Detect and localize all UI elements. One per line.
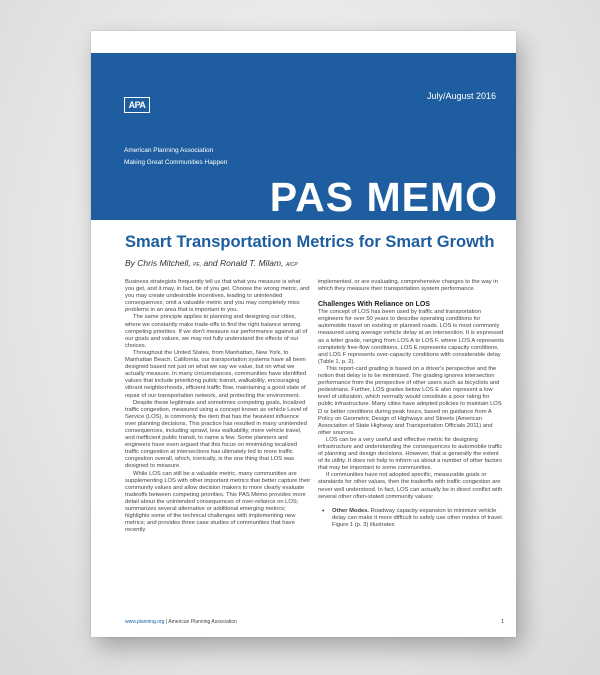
credential-pe: PE, (193, 262, 202, 268)
footer-separator: | (165, 619, 168, 625)
paragraph: LOS can be a very useful and effective metric for designing infrastructure and understanding the consequences to automobile traffic of planning and design decisions. However, that is generally the extent of its utility. It does not help to inform us about a number of other factors that may be important to some communities. (318, 436, 503, 472)
paragraph: implemented, or are evaluating, comprehensive changes to the way in which they measure their transportation system performance. (318, 279, 498, 293)
publication-title: PAS MEMO (269, 174, 498, 220)
credential-aicp: AICP (285, 262, 298, 268)
footer-org: American Planning Association (168, 619, 237, 625)
bullet-label: Other Modes. (332, 507, 370, 514)
byline-middle: and Ronald T. Milam, (203, 258, 284, 268)
header-banner (91, 53, 516, 220)
bullet-text: Roadway capacity expansion to minimize vehicle delay can make it more difficult to safely use other modes of travel. Figure 1 (p. 3) illustrates (332, 507, 504, 528)
apa-logo: APA (124, 97, 150, 113)
byline (125, 258, 298, 268)
org-tagline: Making Great Communities Happen (124, 159, 228, 166)
paragraph: Business strategists frequently tell us that what you measure is what you get, and it may, in fact, be of you get. Choose the wrong metric, and you may create undesirable incentives, leading to unintended consequences; omit a valuable metric and you may completely miss problems in an area that is important to you. (125, 279, 310, 314)
byline-prefix: By Chris Mitchell, (125, 258, 191, 268)
org-name: American Planning Association (124, 147, 214, 154)
footer-url-link[interactable]: www.planning.org (125, 619, 165, 625)
article-title: Smart Transportation Metrics for Smart Growth (125, 233, 495, 251)
paragraph: If communities have not adopted specific, measurable goals or standards for other values, then the tradeoffs with traffic congestion are never well understood. In fact, LOS can actually be in direct conflict with several other often-stated community values: (318, 472, 503, 500)
spacer (318, 293, 504, 300)
page-number: 1 (500, 619, 504, 625)
left-column (125, 279, 311, 534)
paragraph: The concept of LOS has been used by traffic and transportation engineers for over 50 years to describe operating conditions for automobile travel on existing or planned roads. LOS is most commonly measured using average vehicle delay at an intersection. It is expressed as a letter grade, ranging from LOS A to LOS F, where LOS A represents completely free-flow conditions, LOS E represents capacity conditions, and LOS F represents over-capacity conditions with considerable delay (Table 1, p. 2). (318, 309, 504, 365)
paragraph: This report-card grading is based on a driver's perspective and the notion that delay is to be minimized. The grading ignores intersection performance from the perspective of other users such as bicyclists and pedestrians. Further, LOS grades below LOS E also represent a low level of utilization, which normally would constitute a poor rating for public infrastructure. Many cities have adopted policies to maintain LOS D or better conditions during peak hours, based on guidance from A Policy on Geometric Design of Highways and Streets (American Association of State Highway and Transportation Officials 2011) and other sources. (318, 365, 502, 436)
paragraph: While LOS can still be a valuable metric, many communities are supplementing LOS with other important metrics that better capture their community values and allow decision makers to more clearly evaluate tradeoffs between competing priorities. This PAS Memo provides more detail about the unintended consequences of over-reliance on LOS; summarizes several alternative or additional emerging metrics; highlights some of the technical challenges with implementing new metrics; and provides three case studies of communities that have recently (125, 470, 311, 534)
section-heading: Challenges With Reliance on LOS (318, 301, 430, 309)
footer (125, 619, 237, 625)
memo-page (91, 31, 516, 637)
spacer (318, 501, 504, 508)
right-column (318, 279, 504, 529)
paragraph: The same principle applies to planning and designing our cities, where we constantly make trade-offs to find the right balance among competing priorities. If we don't measure our performance against all of our goals and values, we may not fully understand the effects of our choices. (125, 314, 308, 349)
issue-date: July/August 2016 (426, 91, 496, 101)
bullet-item (318, 508, 504, 529)
paragraph: Throughout the United States, from Manhattan, New York, to Manhattan Beach, California, our transportation systems have all been designed based not just on what we say we value, but on what we actually measure. In many circumstances, communities have identified values that include prioritizing public transit, walkability, encouraging vibrant neighborhoods, efficient traffic flow, maintaining a good state of repair of our transportation network, and protecting the environment. (125, 349, 307, 399)
paragraph: Despite these legitimate and sometimes competing goals, localized traffic congestion, measured using a concept known as vehicle Level of Service (LOS), is commonly the item that has the heaviest influence over planning decisions. This practice has resulted in many unintended consequences, including sprawl, less walkability, more vehicle travel, and inefficient public transit, to name a few. Some planners and engineers have even argued that this focus on minimizing localized traffic congestion at intersections has ultimately led to more traffic congestion overall, which, ironically, is the one thing that LOS was designed to measure. (125, 399, 308, 470)
